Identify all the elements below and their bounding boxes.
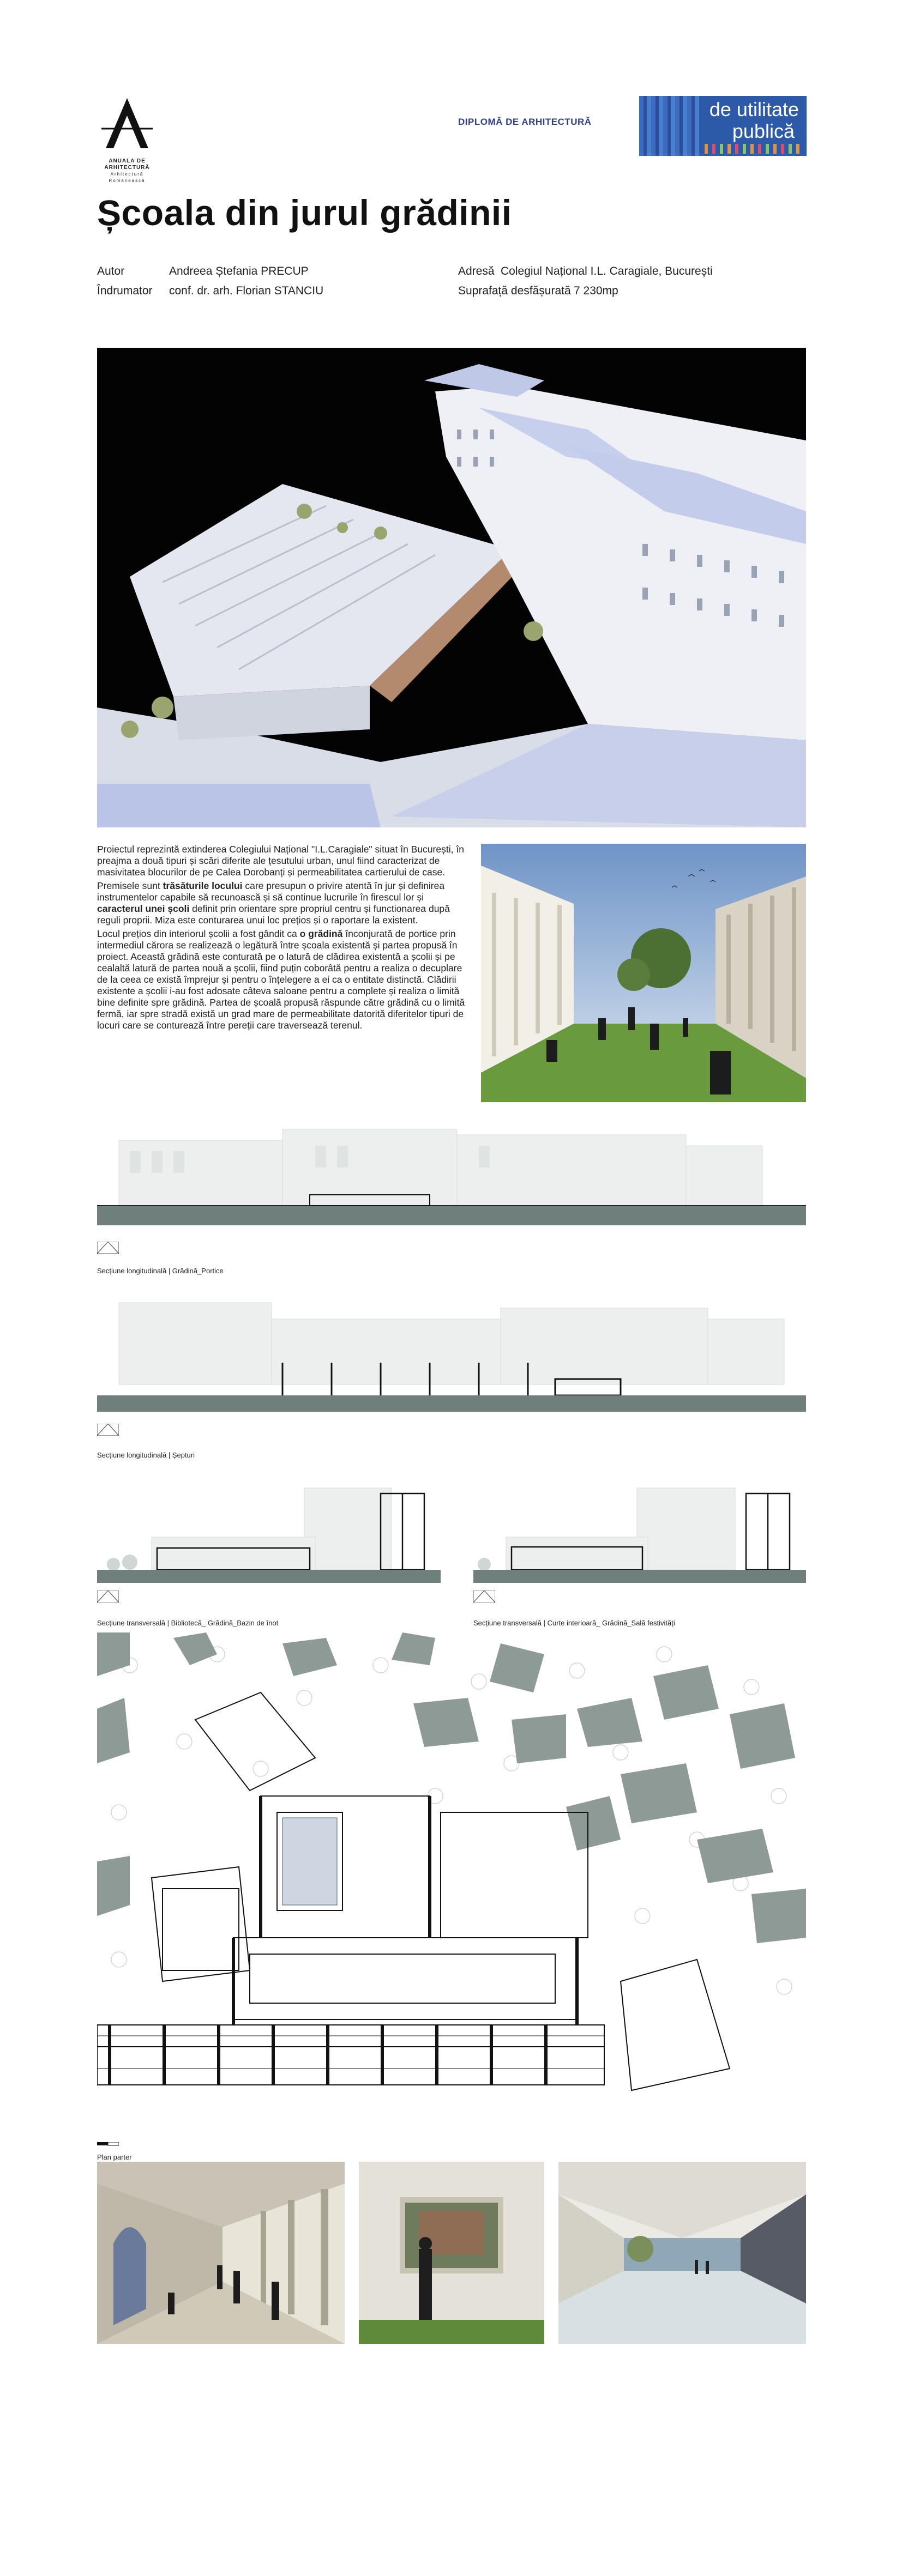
- anuala-logo-icon: [97, 96, 157, 161]
- public-utility-badge: [639, 96, 807, 156]
- model-render-image: [97, 348, 806, 827]
- plan-caption: Plan parter: [97, 2153, 132, 2161]
- badge-pattern-icon: [639, 96, 699, 156]
- section-caption-2: Secțiune longitudinală | Șepturi: [97, 1451, 195, 1459]
- scale-bar-icon: [97, 1242, 119, 1254]
- garden-render-image: [481, 844, 806, 1102]
- transverse-section-library-garden-pool: [97, 1483, 441, 1586]
- area-key: Suprafață desfășurată: [458, 285, 571, 297]
- ground-floor-plan: [97, 1632, 806, 2139]
- longitudinal-section-garden-porticos: [97, 1124, 806, 1238]
- transverse-section-courtyard-garden-hall: [473, 1483, 806, 1586]
- page-title: Școala din jurul grădinii: [97, 192, 512, 233]
- area-value: 7 230mp: [574, 285, 618, 297]
- intro-paragraph-2: [97, 880, 468, 926]
- advisor-value: conf. dr. arh. Florian STANCIU: [169, 285, 324, 297]
- plan-scale-icon: [97, 2142, 119, 2150]
- window-garden-render: [359, 2162, 544, 2344]
- scale-bar-icon: [97, 1424, 119, 1436]
- badge-line2: publică: [732, 120, 795, 142]
- intro-text: definit prin orientare spre propriul centru și functionarea după reguli proprii. Miza este conturarea unui loc prețios și o raportare la existent.: [97, 903, 450, 926]
- intro-text: înconjurată de portice prin intermediul cărora se realizează o legătură între școala existentă și partea propusă în proiect. Această grădină este conturată pe o latură de clădirea existentă a școlii și pe cealaltă latură de partea nouă a școlii, fiind puțin coborâtă pentru a realiza o decuplare de la ceea ce există împrejur și pentru o înțelegere a ei ca o entitate distinctă. Clădirii existente a școlii i-au fost adosate câteva saloane pentru a complete și realiza o limită bine definite spre grădină. Partea de școală propusă răspunde către grădină cu o limită fermă, iar spre stradă există un grad mare de permeabilitate datorită diferitelor tipuri de locuri care se conturează între pereții care traversează terenul.: [97, 928, 465, 1031]
- author-value: Andreea Ștefania PRECUP: [169, 265, 309, 277]
- intro-bold: caracterul unei școli: [97, 903, 190, 914]
- intro-text: Locul prețios din interiorul școlii a fost gândit ca: [97, 928, 300, 939]
- diploma-label: DIPLOMĂ DE ARHITECTURĂ: [458, 117, 592, 127]
- intro-text: Premisele sunt: [97, 880, 163, 891]
- covered-gallery-render: [558, 2162, 806, 2344]
- intro-text: care presupun o privire atentă în jur și definirea instrumentelor capabile să recunoască și să continue lucrurile în firescul lor și: [97, 880, 445, 903]
- people-figures-icon: [705, 144, 803, 154]
- logo-caption-line1: ANUALA DE ARHITECTURĂ: [104, 158, 150, 171]
- scale-bar-icon: [97, 1591, 119, 1603]
- address-value: Colegiul Național I.L. Caragiale, București: [501, 265, 713, 277]
- project-description: [97, 844, 468, 1033]
- logo-caption: [92, 158, 163, 184]
- author-key: Autor: [97, 265, 125, 277]
- section-caption-4: Secțiune transversală | Curte interioară_ Grădină_Sală festivități: [473, 1619, 675, 1627]
- advisor-key: Îndrumator: [97, 285, 153, 297]
- intro-paragraph-3: [97, 928, 468, 1031]
- intro-paragraph-1: Proiectul reprezintă extinderea Colegiului Național "I.L.Caragiale" situat în București, în preajma a două tipuri și scări diferite ale țesutului urban, unul fiind caracterizat de masivitatea blocurilor de pe Calea Dorobanți și permeabilitatea cartierului de case.: [97, 844, 464, 878]
- intro-bold: trăsăturile locului: [163, 880, 243, 891]
- logo-caption-line2: Arhitectură Românească: [109, 172, 146, 183]
- intro-bold: o grădină: [299, 928, 343, 939]
- longitudinal-section-septs: [97, 1297, 806, 1423]
- badge-line1: de utilitate: [709, 98, 799, 120]
- address-key: Adresă: [458, 265, 495, 277]
- scale-bar-icon: [473, 1591, 495, 1603]
- section-caption-3: Secțiune transversală | Bibliotecă_ Grădină_Bazin de înot: [97, 1619, 279, 1627]
- section-caption-1: Secțiune longitudinală | Grădină_Portice: [97, 1267, 224, 1275]
- portico-corridor-render: [97, 2162, 345, 2344]
